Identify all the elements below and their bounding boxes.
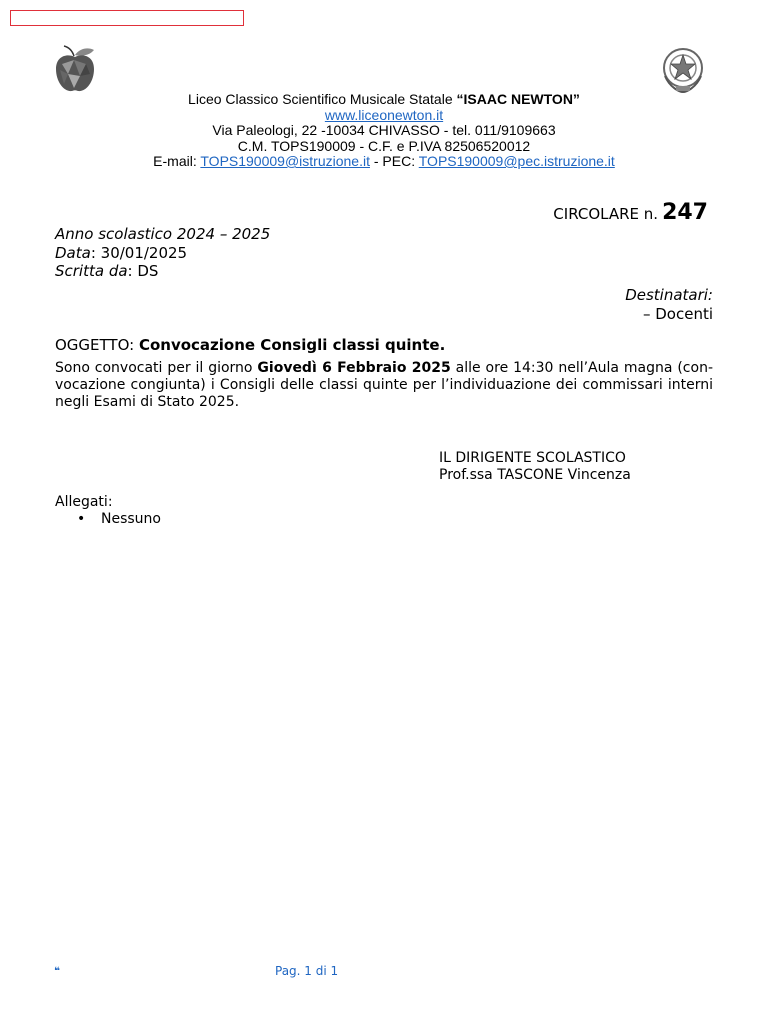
signature-name: Prof.ssa TASCONE Vincenza bbox=[439, 467, 631, 483]
author-line: Scritta da: DS bbox=[55, 262, 159, 280]
email-link[interactable]: TOPS190009@istruzione.it bbox=[200, 153, 370, 169]
website-link[interactable]: www.liceonewton.it bbox=[324, 106, 444, 123]
page-number: Pag. 1 di 1 bbox=[275, 964, 339, 978]
attachment-item: • Nessuno bbox=[77, 511, 161, 527]
italian-republic-emblem-icon bbox=[660, 46, 706, 94]
school-header bbox=[0, 92, 768, 170]
attachments bbox=[55, 494, 161, 528]
contact-line: E-mail: TOPS190009@istruzione.it - PEC: TOPS190009@pec.istruzione.it bbox=[153, 153, 615, 169]
circolare-number: CIRCOLARE n. 247 bbox=[553, 200, 708, 225]
date-line: Data: 30/01/2025 bbox=[55, 243, 188, 262]
signature-title: IL DIRIGENTE SCOLASTICO bbox=[439, 450, 626, 466]
school-codes: C.M. TOPS190009 - C.F. e P.IVA 82506520012 bbox=[237, 137, 531, 154]
attachments-label: Allegati: bbox=[55, 494, 113, 510]
apple-logo-icon bbox=[52, 44, 98, 94]
body-paragraph: Sono convocati per il giorno Giovedì 6 Febbraio 2025 alle ore 14:30 nell’Aula magna (con-vocazione congiunta) i Consigli delle classi quinte per l’individuazione dei commissari interni negli Esami di Stato 2025. bbox=[55, 360, 713, 410]
recipients-label: Destinatari: bbox=[625, 286, 713, 304]
recipient-item: – Docenti bbox=[642, 304, 713, 323]
pec-link[interactable]: TOPS190009@pec.istruzione.it bbox=[418, 153, 615, 169]
footer-quote-mark-icon: ❝ bbox=[54, 966, 60, 977]
bullet-icon: • bbox=[77, 511, 86, 527]
red-frame-box bbox=[10, 10, 244, 26]
signature-block bbox=[439, 450, 631, 484]
school-name: Liceo Classico Scientifico Musicale Statale “ISAAC NEWTON” bbox=[188, 91, 580, 107]
document-meta bbox=[55, 225, 270, 281]
school-year: Anno scolastico 2024 – 2025 bbox=[55, 225, 271, 243]
subject-line: OGGETTO: Convocazione Consigli classi quinte. bbox=[55, 336, 446, 354]
school-address: Via Paleologi, 22 -10034 CHIVASSO - tel. 011/9109663 bbox=[212, 122, 556, 138]
recipients bbox=[625, 286, 713, 323]
